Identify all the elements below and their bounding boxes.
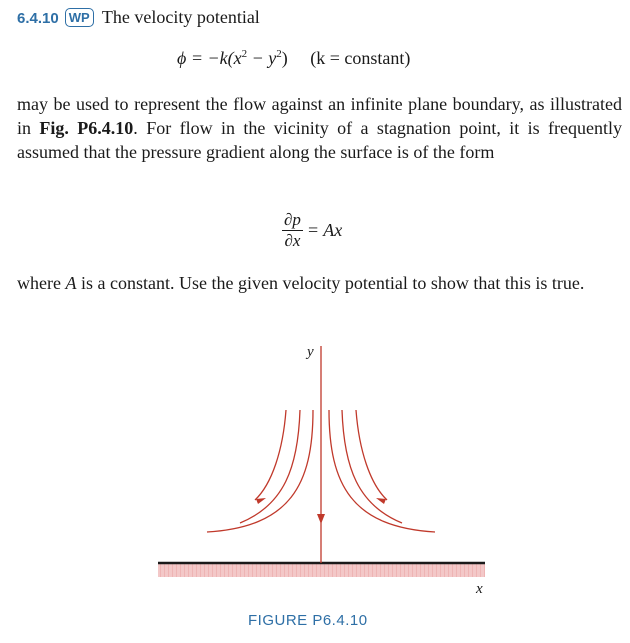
streamline-left-arrow bbox=[256, 498, 266, 504]
para2-text-1: where bbox=[17, 273, 66, 293]
eq1-sup1: 2 bbox=[241, 48, 248, 60]
y-axis-label: y bbox=[307, 344, 314, 360]
eq1-note: (k = constant) bbox=[310, 48, 411, 68]
wp-badge[interactable]: WP bbox=[65, 8, 94, 27]
streamline-left-middle bbox=[240, 410, 300, 523]
para2-text-2: is a constant. Use the given velocity potential to show that this is true. bbox=[76, 273, 585, 293]
figure-reference: Fig. P6.4.10 bbox=[39, 118, 134, 138]
eq1-mid: − y bbox=[247, 48, 277, 68]
para2-variable: A bbox=[65, 273, 77, 293]
streamline-left-outer bbox=[207, 410, 313, 532]
eq1-close: ) bbox=[281, 48, 288, 68]
wall-hatching bbox=[158, 563, 485, 577]
equation2-rhs: = Ax bbox=[306, 220, 343, 240]
problem-intro: The velocity potential bbox=[101, 7, 260, 27]
streamline-right-outer bbox=[329, 410, 435, 532]
x-axis-label: x bbox=[476, 581, 483, 597]
eq1-sup2: 2 bbox=[276, 48, 282, 60]
streamline-right-middle bbox=[342, 410, 402, 523]
eq1-lhs: ϕ = −k(x bbox=[177, 48, 242, 68]
streamline-right-arrow bbox=[376, 498, 386, 504]
fraction-denominator: ∂x bbox=[284, 231, 301, 250]
para1-text-1: may be used to represent the flow against an infinite plane boundary, as illustrated in bbox=[17, 94, 622, 138]
streamline-left-inner bbox=[255, 410, 286, 500]
problem-number: 6.4.10 bbox=[17, 10, 59, 27]
fraction-numerator: ∂p bbox=[284, 210, 301, 229]
figure-caption: FIGURE P6.4.10 bbox=[248, 612, 368, 629]
streamline-right-inner bbox=[356, 410, 387, 500]
para1-text-2: . For flow in the vicinity of a stagnation point, it is frequently assumed that the pressure gradient along the surface is of the form bbox=[17, 118, 622, 162]
central-streamline-arrow bbox=[317, 514, 325, 524]
